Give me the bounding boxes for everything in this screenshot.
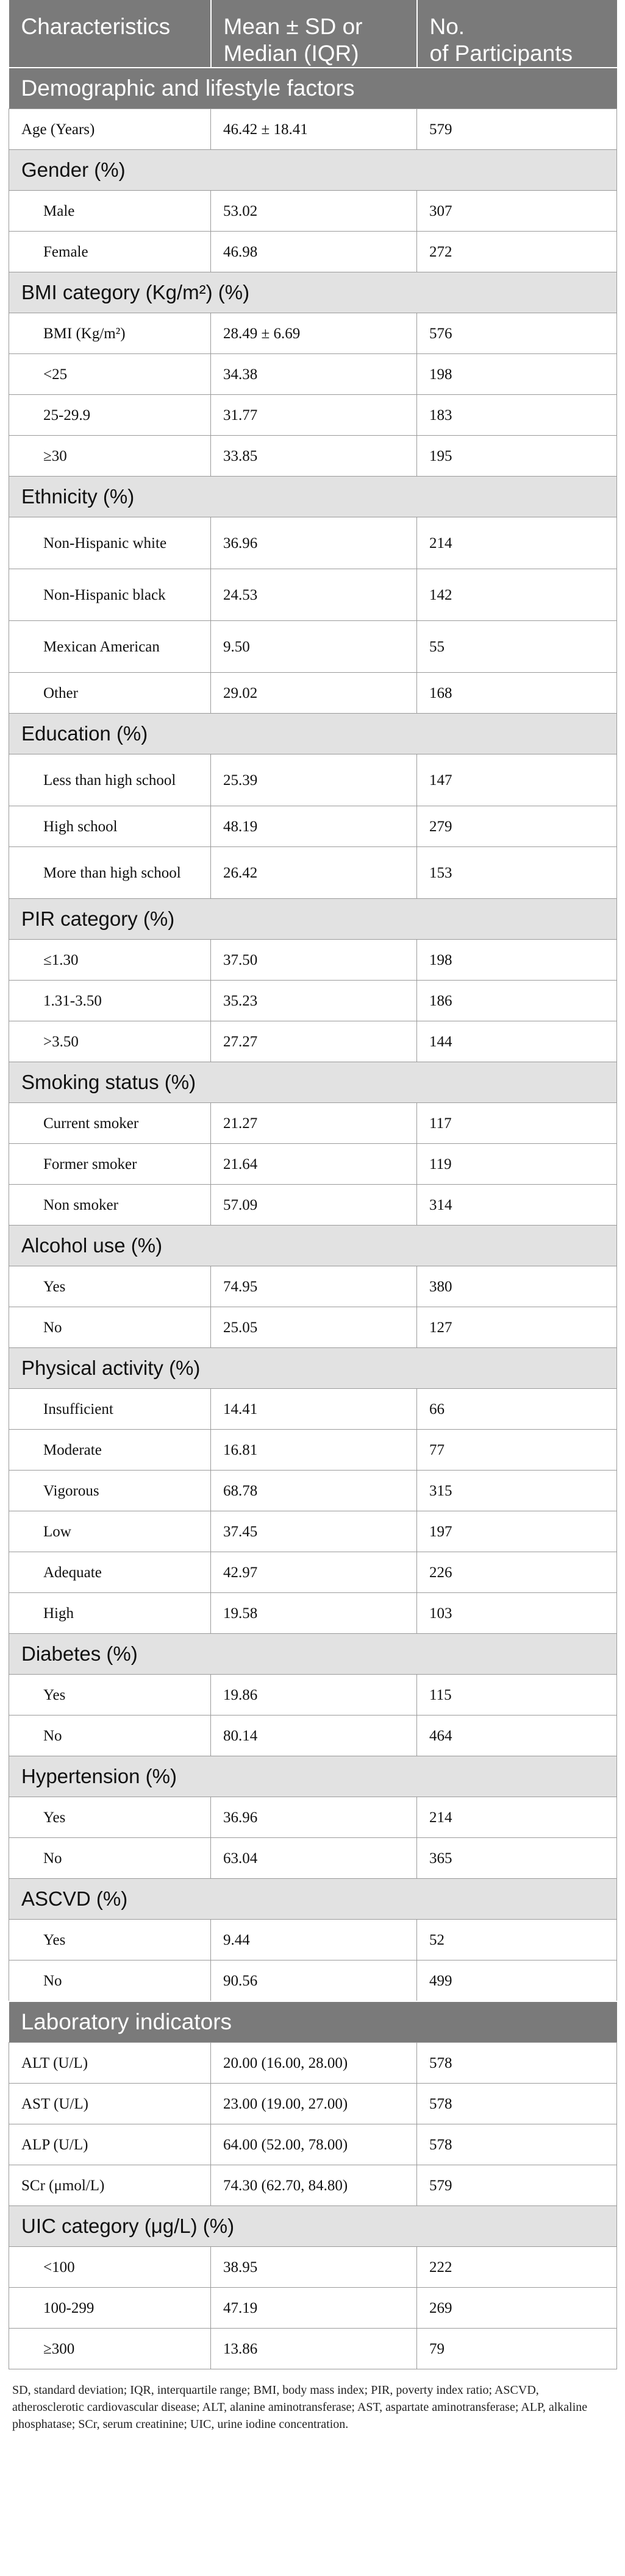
row-label: High (9, 1593, 211, 1634)
table-row (9, 569, 617, 621)
table-row (9, 2084, 617, 2124)
group-title: PIR category (%) (9, 899, 617, 940)
row-count: 198 (417, 354, 617, 395)
row-count: 55 (417, 621, 617, 673)
table-row (9, 1021, 617, 1062)
table-row (9, 847, 617, 899)
row-count: 578 (417, 2043, 617, 2084)
row-value: 46.98 (211, 232, 417, 272)
table-row (9, 1144, 617, 1185)
row-count: 578 (417, 2124, 617, 2165)
row-count: 576 (417, 313, 617, 354)
table-row (9, 232, 617, 272)
row-count: 315 (417, 1471, 617, 1511)
row-count: 52 (417, 1920, 617, 1960)
group-title: Ethnicity (%) (9, 477, 617, 517)
row-value: 24.53 (211, 569, 417, 621)
row-label: ≥30 (9, 436, 211, 477)
table-row (9, 1389, 617, 1430)
group-header-row (9, 1634, 617, 1675)
row-label: Adequate (9, 1552, 211, 1593)
section-header-row (9, 68, 617, 109)
table-row (9, 2165, 617, 2206)
row-count: 307 (417, 191, 617, 232)
row-count: 579 (417, 2165, 617, 2206)
row-count: 214 (417, 1797, 617, 1838)
header-participants: No. of Participants (417, 0, 617, 68)
group-title: UIC category (μg/L) (%) (9, 2206, 617, 2247)
row-count: 269 (417, 2288, 617, 2329)
row-count: 183 (417, 395, 617, 436)
row-count: 117 (417, 1103, 617, 1144)
row-value: 36.96 (211, 517, 417, 569)
row-label: No (9, 1716, 211, 1756)
row-count: 186 (417, 981, 617, 1021)
row-label: No (9, 1960, 211, 2002)
row-label: >3.50 (9, 1021, 211, 1062)
row-value: 21.27 (211, 1103, 417, 1144)
table-footnote: SD, standard deviation; IQR, interquartile range; BMI, body mass index; PIR, poverty index ratio; ASCVD, atherosclerotic cardiovascular disease; ALT, alanine aminotransferase; AST, aspartate aminotransferase; ALP, alkaline phosphatase; SCr, serum creatinine; UIC, urine iodine concentration. (12, 2383, 588, 2431)
group-title: Gender (%) (9, 150, 617, 191)
row-value: 42.97 (211, 1552, 417, 1593)
section-title: Laboratory indicators (9, 2001, 617, 2043)
row-count: 222 (417, 2247, 617, 2288)
row-count: 272 (417, 232, 617, 272)
table-row (9, 1593, 617, 1634)
row-label: Vigorous (9, 1471, 211, 1511)
row-value: 90.56 (211, 1960, 417, 2002)
row-value: 37.50 (211, 940, 417, 981)
group-title: Hypertension (%) (9, 1756, 617, 1797)
table-row (9, 1797, 617, 1838)
row-label: Insufficient (9, 1389, 211, 1430)
table-header-row (9, 0, 617, 68)
section-title: Demographic and lifestyle factors (9, 68, 617, 109)
row-label: Non-Hispanic black (9, 569, 211, 621)
row-count: 464 (417, 1716, 617, 1756)
group-header-row (9, 477, 617, 517)
table-row (9, 1266, 617, 1307)
row-value: 34.38 (211, 354, 417, 395)
row-label: BMI (Kg/m²) (9, 313, 211, 354)
group-header-row (9, 150, 617, 191)
table-row (9, 1960, 617, 2002)
row-value: 20.00 (16.00, 28.00) (211, 2043, 417, 2084)
row-value: 19.86 (211, 1675, 417, 1716)
row-value: 26.42 (211, 847, 417, 899)
table-row (9, 754, 617, 806)
header-mean-median: Mean ± SD or Median (IQR) (211, 0, 417, 68)
row-value: 46.42 ± 18.41 (211, 109, 417, 150)
row-value: 13.86 (211, 2329, 417, 2369)
row-label: Mexican American (9, 621, 211, 673)
row-value: 16.81 (211, 1430, 417, 1471)
row-value: 74.95 (211, 1266, 417, 1307)
table-row (9, 1675, 617, 1716)
row-label: ALP (U/L) (9, 2124, 211, 2165)
table-row (9, 109, 617, 150)
table-row (9, 806, 617, 847)
table-row (9, 436, 617, 477)
row-count: 147 (417, 754, 617, 806)
group-title: Education (%) (9, 714, 617, 754)
row-label: ≤1.30 (9, 940, 211, 981)
row-count: 103 (417, 1593, 617, 1634)
row-label: High school (9, 806, 211, 847)
table-row (9, 1511, 617, 1552)
table-row (9, 1307, 617, 1348)
row-count: 197 (417, 1511, 617, 1552)
row-label: Moderate (9, 1430, 211, 1471)
row-label: SCr (μmol/L) (9, 2165, 211, 2206)
table-row (9, 940, 617, 981)
group-title: Physical activity (%) (9, 1348, 617, 1389)
group-header-row (9, 1062, 617, 1103)
table-row (9, 2043, 617, 2084)
row-value: 36.96 (211, 1797, 417, 1838)
table-row (9, 1716, 617, 1756)
section-header-row (9, 2001, 617, 2043)
row-label: Female (9, 232, 211, 272)
table-row (9, 1920, 617, 1960)
row-value: 31.77 (211, 395, 417, 436)
row-value: 68.78 (211, 1471, 417, 1511)
group-title: Alcohol use (%) (9, 1226, 617, 1266)
table-row (9, 621, 617, 673)
table-row (9, 354, 617, 395)
row-label: More than high school (9, 847, 211, 899)
table-row (9, 981, 617, 1021)
row-count: 365 (417, 1838, 617, 1879)
row-label: AST (U/L) (9, 2084, 211, 2124)
row-value: 14.41 (211, 1389, 417, 1430)
row-label: ALT (U/L) (9, 2043, 211, 2084)
row-count: 168 (417, 673, 617, 714)
row-count: 119 (417, 1144, 617, 1185)
table-row (9, 191, 617, 232)
row-count: 142 (417, 569, 617, 621)
row-label: Non smoker (9, 1185, 211, 1226)
row-value: 9.44 (211, 1920, 417, 1960)
row-label: <25 (9, 354, 211, 395)
group-header-row (9, 1756, 617, 1797)
table-row (9, 395, 617, 436)
row-label: Current smoker (9, 1103, 211, 1144)
table-row (9, 313, 617, 354)
row-label: ≥300 (9, 2329, 211, 2369)
row-value: 74.30 (62.70, 84.80) (211, 2165, 417, 2206)
row-value: 47.19 (211, 2288, 417, 2329)
row-label: Other (9, 673, 211, 714)
row-label: Low (9, 1511, 211, 1552)
row-count: 226 (417, 1552, 617, 1593)
table-row (9, 2247, 617, 2288)
header-characteristics: Characteristics (9, 0, 211, 68)
row-label: No (9, 1838, 211, 1879)
table-row (9, 2329, 617, 2369)
group-title: Diabetes (%) (9, 1634, 617, 1675)
row-value: 9.50 (211, 621, 417, 673)
row-count: 144 (417, 1021, 617, 1062)
row-value: 27.27 (211, 1021, 417, 1062)
table-row (9, 1471, 617, 1511)
row-label: 1.31-3.50 (9, 981, 211, 1021)
row-label: Less than high school (9, 754, 211, 806)
table-row (9, 673, 617, 714)
row-count: 279 (417, 806, 617, 847)
table-row (9, 1552, 617, 1593)
row-count: 195 (417, 436, 617, 477)
row-count: 198 (417, 940, 617, 981)
row-count: 314 (417, 1185, 617, 1226)
row-count: 66 (417, 1389, 617, 1430)
group-header-row (9, 1879, 617, 1920)
row-label: 25-29.9 (9, 395, 211, 436)
row-value: 53.02 (211, 191, 417, 232)
group-header-row (9, 272, 617, 313)
row-value: 80.14 (211, 1716, 417, 1756)
group-header-row (9, 714, 617, 754)
row-count: 127 (417, 1307, 617, 1348)
row-count: 579 (417, 109, 617, 150)
group-title: Smoking status (%) (9, 1062, 617, 1103)
row-count: 79 (417, 2329, 617, 2369)
row-value: 48.19 (211, 806, 417, 847)
row-value: 63.04 (211, 1838, 417, 1879)
row-count: 499 (417, 1960, 617, 2002)
table-row (9, 1103, 617, 1144)
row-label: 100-299 (9, 2288, 211, 2329)
row-label: Non-Hispanic white (9, 517, 211, 569)
row-value: 19.58 (211, 1593, 417, 1634)
row-label: Former smoker (9, 1144, 211, 1185)
row-value: 28.49 ± 6.69 (211, 313, 417, 354)
table-row (9, 1838, 617, 1879)
row-value: 35.23 (211, 981, 417, 1021)
row-count: 214 (417, 517, 617, 569)
row-count: 578 (417, 2084, 617, 2124)
row-label: Yes (9, 1797, 211, 1838)
group-header-row (9, 1348, 617, 1389)
row-count: 153 (417, 847, 617, 899)
group-title: ASCVD (%) (9, 1879, 617, 1920)
table-row (9, 1185, 617, 1226)
row-label: <100 (9, 2247, 211, 2288)
table-body (9, 68, 617, 2369)
row-label: Yes (9, 1675, 211, 1716)
row-count: 380 (417, 1266, 617, 1307)
row-value: 29.02 (211, 673, 417, 714)
row-value: 25.39 (211, 754, 417, 806)
characteristics-table-panel (9, 0, 616, 2433)
row-value: 33.85 (211, 436, 417, 477)
group-title: BMI category (Kg/m²) (%) (9, 272, 617, 313)
row-count: 115 (417, 1675, 617, 1716)
row-value: 64.00 (52.00, 78.00) (211, 2124, 417, 2165)
group-header-row (9, 899, 617, 940)
row-value: 37.45 (211, 1511, 417, 1552)
row-label: Yes (9, 1920, 211, 1960)
row-label: No (9, 1307, 211, 1348)
row-value: 23.00 (19.00, 27.00) (211, 2084, 417, 2124)
row-label: Yes (9, 1266, 211, 1307)
row-value: 21.64 (211, 1144, 417, 1185)
table-row (9, 517, 617, 569)
row-value: 57.09 (211, 1185, 417, 1226)
table-row (9, 2124, 617, 2165)
row-label: Male (9, 191, 211, 232)
row-value: 38.95 (211, 2247, 417, 2288)
group-header-row (9, 2206, 617, 2247)
characteristics-table (9, 0, 617, 2369)
row-label: Age (Years) (9, 109, 211, 150)
table-row (9, 1430, 617, 1471)
row-count: 77 (417, 1430, 617, 1471)
row-value: 25.05 (211, 1307, 417, 1348)
group-header-row (9, 1226, 617, 1266)
table-row (9, 2288, 617, 2329)
